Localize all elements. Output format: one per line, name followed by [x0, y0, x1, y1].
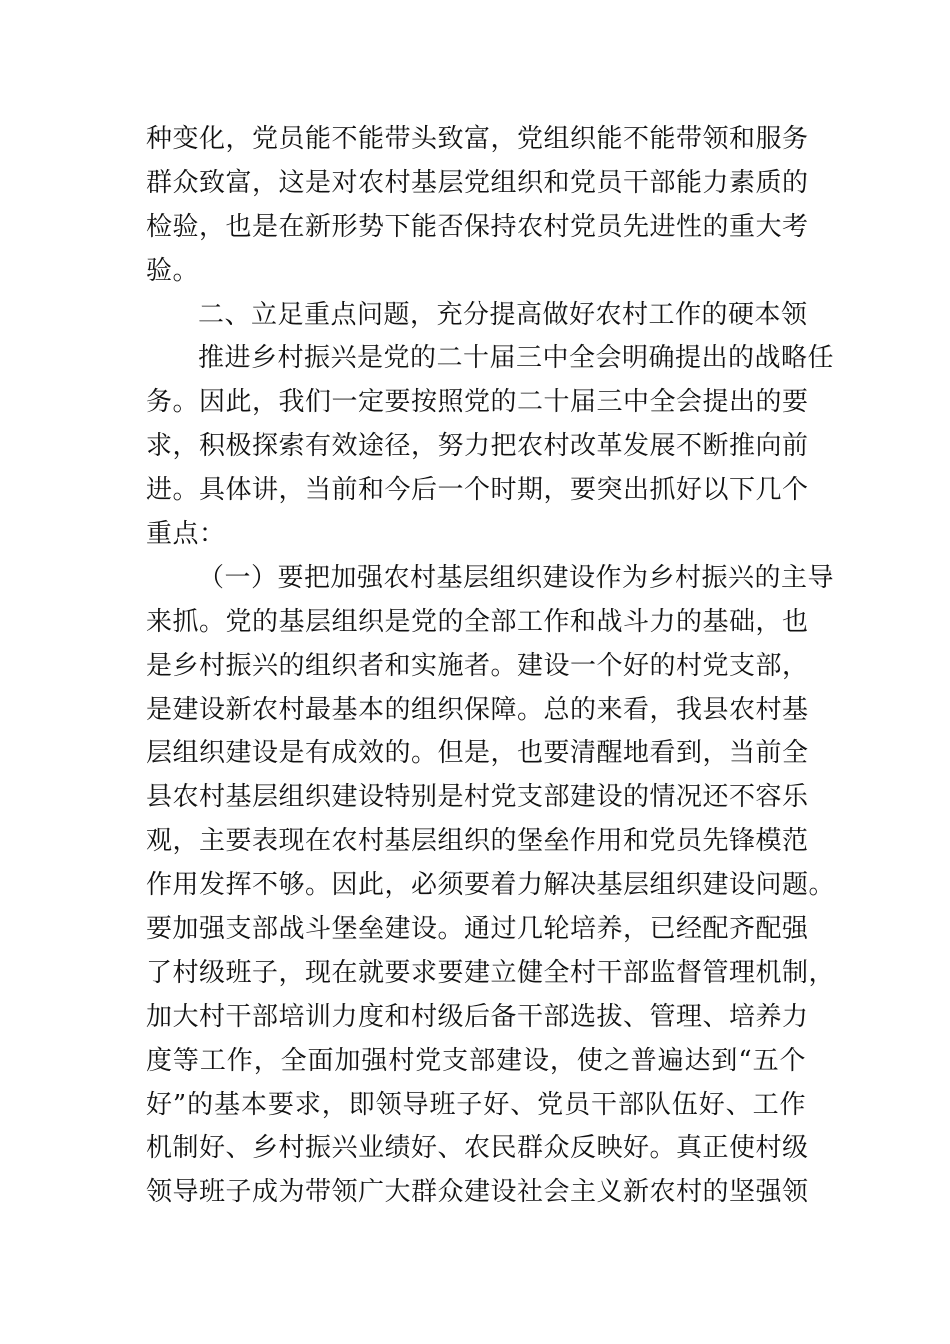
text-line: 了村级班子，现在就要求要建立健全村干部监督管理机制， [146, 957, 836, 988]
text-line: （一）要把加强农村基层组织建设作为乡村振兴的主导 [198, 562, 835, 593]
text-line: 重点： [146, 519, 226, 550]
text-line: 种变化，党员能不能带头致富，党组织能不能带领和服务 [146, 124, 809, 154]
text-line: 二、立足重点问题，充分提高做好农村工作的硬本领 [198, 299, 808, 330]
text-line: 进。具体讲，当前和今后一个时期，要突出抓好以下几个 [146, 475, 809, 506]
text-line: 加大村干部培训力度和村级后备干部选拔、管理、培养力 [146, 1001, 809, 1032]
text-line: 求，积极探索有效途径，努力把农村改革发展不断推向前 [146, 431, 809, 462]
text-line: 观，主要表现在农村基层组织的堡垒作用和党员先锋模范 [146, 826, 809, 857]
text-line: 务。因此，我们一定要按照党的二十届三中全会提出的要 [146, 387, 809, 418]
text-line: 层组织建设是有成效的。但是，也要清醒地看到，当前全 [146, 738, 809, 769]
text-line: 来抓。党的基层组织是党的全部工作和战斗力的基础，也 [146, 606, 809, 637]
text-line: 度等工作，全面加强村党支部建设，使之普遍达到“五个 [146, 1045, 806, 1076]
text-line: 检验，也是在新形势下能否保持农村党员先进性的重大考 [146, 211, 809, 242]
text-line: 群众致富，这是对农村基层党组织和党员干部能力素质的 [146, 167, 809, 198]
body-text [146, 118, 836, 1215]
text-line: 好”的基本要求，即领导班子好、党员干部队伍好、工作 [146, 1089, 806, 1120]
text-line: 推进乡村振兴是党的二十届三中全会明确提出的战略任 [198, 343, 835, 374]
text-line: 领导班子成为带领广大群众建设社会主义新农村的坚强领 [146, 1177, 809, 1208]
text-line: 是建设新农村最基本的组织保障。总的来看，我县农村基 [146, 694, 809, 725]
text-line: 作用发挥不够。因此，必须要着力解决基层组织建设问题。 [146, 870, 836, 901]
text-line: 验。 [146, 255, 200, 286]
text-line: 县农村基层组织建设特别是村党支部建设的情况还不容乐 [146, 782, 809, 813]
text-line: 要加强支部战斗堡垒建设。通过几轮培养，已经配齐配强 [146, 914, 809, 945]
text-line: 是乡村振兴的组织者和实施者。建设一个好的村党支部， [146, 650, 809, 681]
text-line: 机制好、乡村振兴业绩好、农民群众反映好。真正使村级 [146, 1133, 809, 1164]
